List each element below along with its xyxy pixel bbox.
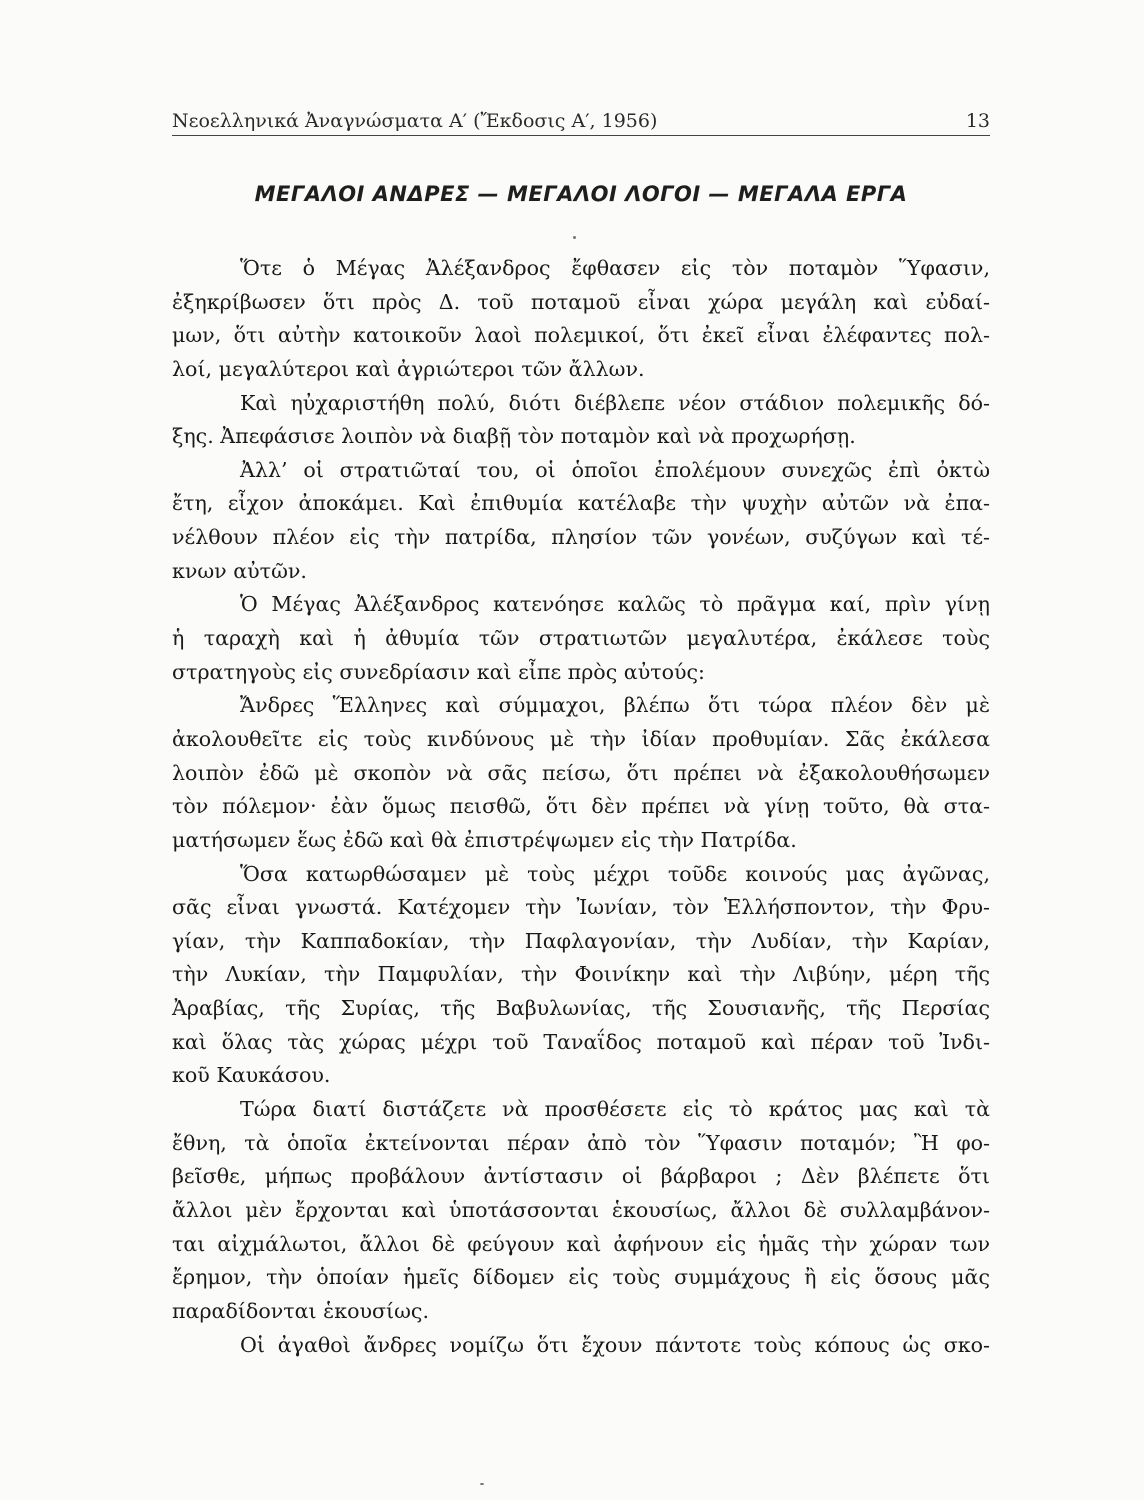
text-line: βεῖσθε, μήπως προβάλουν ἀντίστασιν οἱ βάρβαροι ; Δὲν βλέπετε ὅτι bbox=[172, 1164, 990, 1189]
text-line: ἀκολουθεῖτε εἰς τοὺς κινδύνους μὲ τὴν ἰδίαν προθυμίαν. Σᾶς ἐκάλεσα bbox=[172, 726, 990, 751]
text-line: νέλθουν πλέον εἰς τὴν πατρίδα, πλησίον τῶν γονέων, συζύγων καὶ τέ- bbox=[172, 525, 990, 550]
text-line: Τώρα διατί διστάζετε νὰ προσθέσετε εἰς τὸ κράτος μας καὶ τὰ bbox=[240, 1097, 990, 1122]
text-line: ἔρημον, τὴν ὁποίαν ἡμεῖς δίδομεν εἰς τοὺς συμμάχους ἢ εἰς ὅσους μᾶς bbox=[172, 1265, 990, 1290]
text-line: στρατηγοὺς εἰς συνεδρίασιν καὶ εἶπε πρὸς αὐτούς: bbox=[172, 659, 705, 684]
text-line: ματήσωμεν ἕως ἐδῶ καὶ θὰ ἐπιστρέψωμεν εἰς τὴν Πατρίδα. bbox=[172, 827, 797, 852]
text-line: λοί, μεγαλύτεροι καὶ ἀγριώτεροι τῶν ἄλλων. bbox=[172, 356, 645, 381]
text-line: γίαν, τὴν Καππαδοκίαν, τὴν Παφλαγονίαν, τὴν Λυδίαν, τὴν Καρίαν, bbox=[172, 928, 990, 953]
body-text bbox=[172, 252, 990, 1362]
text-line: Ἀλλ’ οἱ στρατιῶταί του, οἱ ὁποῖοι ἐπολέμουν συνεχῶς ἐπὶ ὀκτὼ bbox=[240, 457, 990, 482]
text-line: Ὁ Μέγας Ἀλέξανδρος κατενόησε καλῶς τὸ πρᾶγμα καί, πρὶν γίνῃ bbox=[240, 592, 990, 617]
text-line: ἔθνη, τὰ ὁποῖα ἐκτείνονται πέραν ἀπὸ τὸν Ὕφασιν ποταμόν; Ἢ φο- bbox=[172, 1130, 990, 1155]
text-line: κνων αὐτῶν. bbox=[172, 558, 307, 583]
running-header bbox=[172, 106, 990, 136]
page-number: 13 bbox=[965, 110, 990, 132]
text-line: ἔτη, εἶχον ἀποκάμει. Καὶ ἐπιθυμία κατέλαβε τὴν ψυχὴν αὐτῶν νὰ ἐπα- bbox=[172, 491, 990, 516]
print-speck bbox=[480, 1483, 484, 1485]
text-line: κοῦ Καυκάσου. bbox=[172, 1063, 331, 1088]
chapter-title: ΜΕΓΑΛΟΙ ΑΝΔΡΕΣ — ΜΕΓΑΛΟΙ ΛΟΓΟΙ — ΜΕΓΑΛΑ ΕΡΓΑ bbox=[254, 182, 908, 206]
text-line: σᾶς εἶναι γνωστά. Κατέχομεν τὴν Ἰωνίαν, τὸν Ἑλλήσποντον, τὴν Φρυ- bbox=[172, 895, 990, 920]
text-line: Καὶ ηὐχαριστήθη πολύ, διότι διέβλεπε νέον στάδιον πολεμικῆς δό- bbox=[240, 390, 990, 415]
text-line: παραδίδονται ἑκουσίως. bbox=[172, 1298, 430, 1323]
text-line: λοιπὸν ἐδῶ μὲ σκοπὸν νὰ σᾶς πείσω, ὅτι πρέπει νὰ ἐξακολουθήσωμεν bbox=[172, 760, 990, 785]
text-line: Οἱ ἀγαθοὶ ἄνδρες νομίζω ὅτι ἔχουν πάντοτε τοὺς κόπους ὡς σκο- bbox=[240, 1332, 990, 1357]
running-title: Νεοελληνικά Ἀναγνώσματα Α′ (Ἔκδοσις Α′, 1956) bbox=[172, 110, 658, 132]
text-line: τὸν πόλεμον· ἐὰν ὅμως πεισθῶ, ὅτι δὲν πρέπει νὰ γίνῃ τοῦτο, θὰ στα- bbox=[172, 794, 990, 819]
text-line: ἐξηκρίβωσεν ὅτι πρὸς Δ. τοῦ ποταμοῦ εἶναι χώρα μεγάλη καὶ εὐδαί- bbox=[172, 289, 990, 314]
text-line: καὶ ὅλας τὰς χώρας μέχρι τοῦ Ταναΐδος ποταμοῦ καὶ πέραν τοῦ Ἰνδι- bbox=[172, 1029, 990, 1054]
text-line: Ἀραβίας, τῆς Συρίας, τῆς Βαβυλωνίας, τῆς Σουσιανῆς, τῆς Περσίας bbox=[172, 996, 990, 1021]
text-line: Ὅσα κατωρθώσαμεν μὲ τοὺς μέχρι τοῦδε κοινούς μας ἀγῶνας, bbox=[240, 861, 990, 886]
text-line: ἄλλοι μὲν ἔρχονται καὶ ὑποτάσσονται ἑκουσίως, ἄλλοι δὲ συλλαμβάνον- bbox=[172, 1197, 990, 1222]
text-line: Ἄνδρες Ἕλληνες καὶ σύμμαχοι, βλέπω ὅτι τώρα πλέον δὲν μὲ bbox=[240, 693, 990, 718]
text-line: ται αἰχμάλωτοι, ἄλλοι δὲ φεύγουν καὶ ἀφήνουν εἰς ἡμᾶς τὴν χώραν των bbox=[172, 1231, 990, 1256]
text-line: Ὅτε ὁ Μέγας Ἀλέξανδρος ἔφθασεν εἰς τὸν ποταμὸν Ὕφασιν, bbox=[240, 256, 990, 280]
text-line: ξης. Ἀπεφάσισε λοιπὸν νὰ διαβῇ τὸν ποταμὸν καὶ νὰ προχωρήσῃ. bbox=[172, 424, 856, 449]
text-line: τὴν Λυκίαν, τὴν Παμφυλίαν, τὴν Φοινίκην καὶ τὴν Λιβύην, μέρη τῆς bbox=[172, 962, 990, 987]
text-line: ἡ ταραχὴ καὶ ἡ ἀθυμία τῶν στρατιωτῶν μεγαλυτέρα, ἐκάλεσε τοὺς bbox=[172, 626, 990, 651]
text-line: μων, ὅτι αὐτὴν κατοικοῦν λαοὶ πολεμικοί, ὅτι ἐκεῖ εἶναι ἐλέφαντες πολ- bbox=[172, 323, 990, 348]
print-speck bbox=[573, 236, 576, 239]
header-rule bbox=[172, 135, 990, 136]
